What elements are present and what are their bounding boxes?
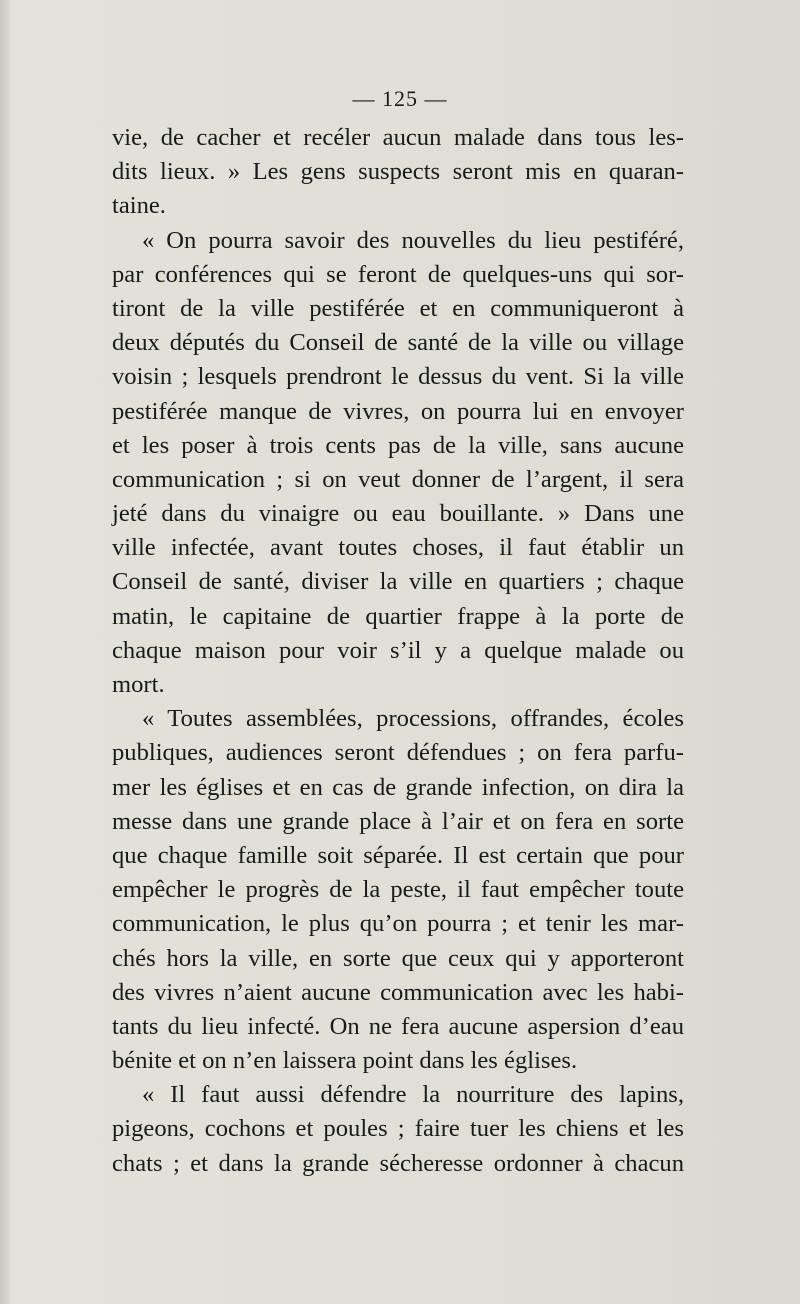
text-line: « On pourra savoir des nouvelles du lieu pestiféré,	[142, 226, 684, 254]
body-text	[112, 121, 684, 1181]
text-line: matin, le capitaine de quartier frappe à la porte de	[112, 602, 684, 630]
text-line: messe dans une grande place à l’air et on fera en sorte	[112, 807, 684, 835]
text-line: des vivres n’aient aucune communication avec les habi-	[112, 978, 684, 1006]
text-line: par conférences qui se feront de quelques-uns qui sor-	[112, 260, 684, 288]
page-number: — 125 —	[352, 86, 448, 111]
text-line: voisin ; lesquels prendront le dessus du vent. Si la ville	[112, 363, 684, 391]
text-line: Conseil de santé, diviser la ville en quartiers ; chaque	[112, 568, 684, 596]
text-line: publiques, audiences seront défendues ; on fera parfu-	[112, 739, 684, 767]
page-edge-shadow	[0, 0, 10, 1304]
text-line: pigeons, cochons et poules ; faire tuer les chiens et les	[112, 1115, 684, 1143]
text-line: taine.	[112, 192, 166, 220]
text-line: dits lieux. » Les gens suspects seront mis en quaran-	[112, 158, 684, 186]
text-line: bénite et on n’en laissera point dans les églises.	[112, 1047, 578, 1075]
text-line: et les poser à trois cents pas de la ville, sans aucune	[112, 431, 684, 459]
text-line: vie, de cacher et recéler aucun malade dans tous les-	[112, 124, 684, 151]
text-line: jeté dans du vinaigre ou eau bouillante. » Dans une	[112, 500, 684, 528]
text-line: chés hors la ville, en sorte que ceux qui y apporteront	[112, 944, 684, 972]
text-line: empêcher le progrès de la peste, il faut empêcher toute	[112, 876, 684, 904]
text-line: tiront de la ville pestiférée et en communiqueront à	[112, 294, 684, 322]
text-line: chaque maison pour voir s’il y a quelque malade ou	[112, 636, 684, 664]
text-line: mer les églises et en cas de grande infection, on dira la	[112, 773, 684, 801]
text-line: tants du lieu infecté. On ne fera aucune aspersion d’eau	[112, 1012, 684, 1040]
text-line: communication, le plus qu’on pourra ; et tenir les mar-	[112, 910, 684, 938]
text-line: communication ; si on veut donner de l’argent, il sera	[112, 465, 684, 493]
text-line: pestiférée manque de vivres, on pourra lui en envoyer	[112, 397, 684, 425]
text-line: ville infectée, avant toutes choses, il faut établir un	[112, 534, 684, 562]
text-line: « Toutes assemblées, processions, offrandes, écoles	[142, 705, 684, 733]
text-line: chats ; et dans la grande sécheresse ordonner à chacun	[112, 1149, 684, 1177]
text-line: que chaque famille soit séparée. Il est certain que pour	[112, 841, 684, 869]
text-line: deux députés du Conseil de santé de la ville ou village	[112, 329, 684, 357]
text-line: « Il faut aussi défendre la nourriture des lapins,	[142, 1081, 684, 1109]
text-line: mort.	[112, 671, 165, 698]
